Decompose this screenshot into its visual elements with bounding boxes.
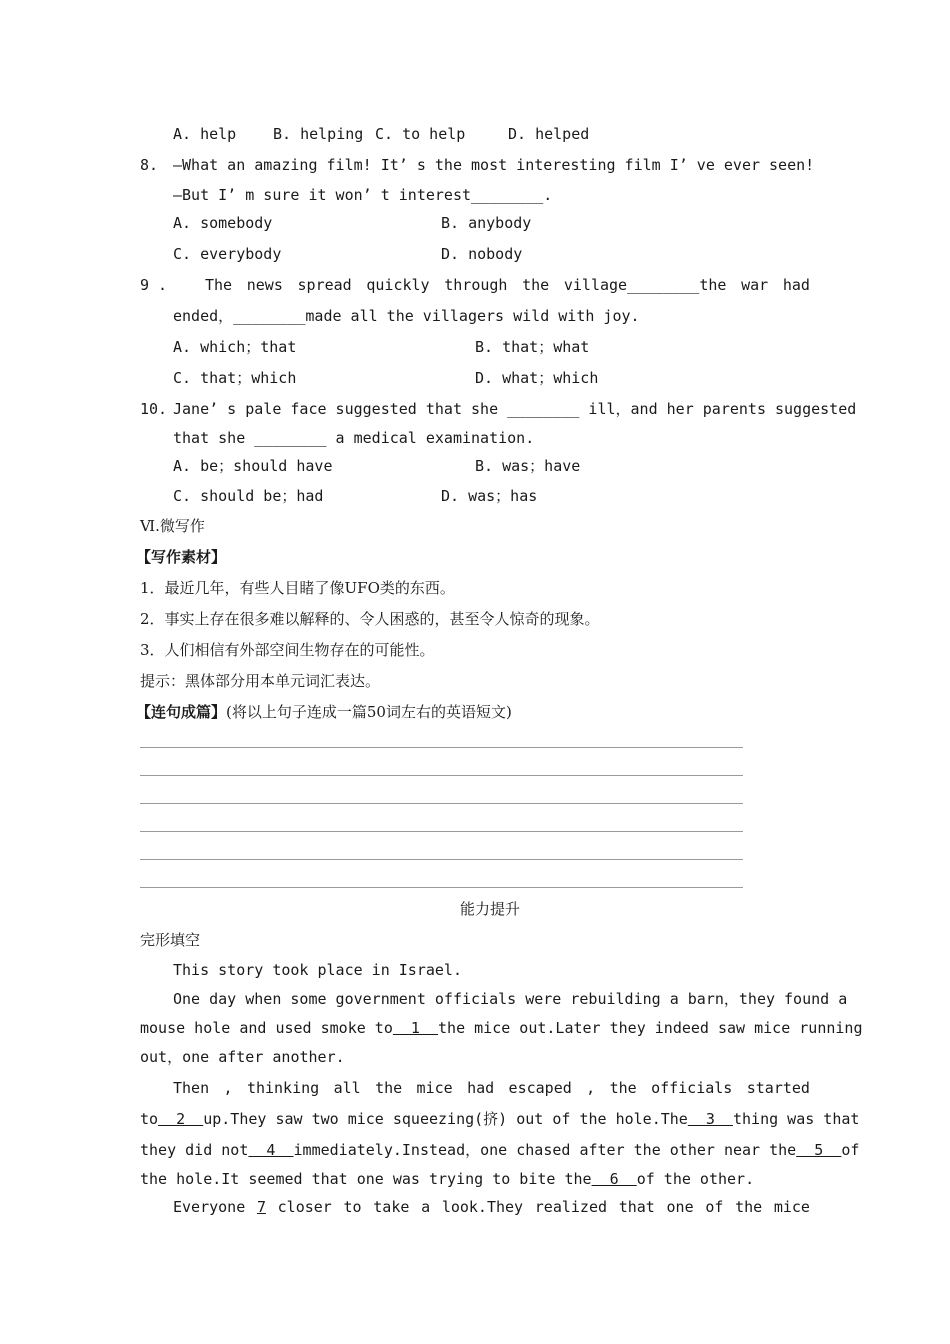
q10-number: 10. [140,400,168,418]
cloze-p4-line1 [173,1197,810,1217]
cloze-text: up.They saw two mice squeezing(挤) out of the hole.The [203,1110,688,1128]
section-heading: Ⅵ.微写作 [140,517,205,535]
writing-line[interactable] [140,887,743,888]
q8-option-d: D. nobody [441,245,523,263]
cloze-word: started [746,1079,810,1097]
q9-word: spread [297,276,352,294]
q7-option-b: B. helping [273,125,364,143]
cloze-word: one [666,1198,694,1216]
writing-hint: 提示：黑体部分用本单元词汇表达。 [140,672,381,690]
compose-instruction: (将以上句子连成一篇50词左右的英语短文) [226,703,512,721]
cloze-p1: This story took place in Israel. [173,961,462,979]
writing-line[interactable] [140,775,743,776]
q10-option-d: D. was；has [441,487,538,505]
compose-title: 【连句成篇】 [136,703,227,721]
compose-heading [136,702,512,722]
cloze-text: immediately.Instead，one chased after the other near the [293,1141,797,1159]
cloze-word: the [375,1079,403,1097]
q8-option-c: C. everybody [173,245,282,263]
q9-word: war [741,276,769,294]
cloze-word: mice [416,1079,453,1097]
cloze-text: to [140,1110,159,1128]
material-item-1: 1．最近几年，有些人目睹了像UFO类的东西。 [140,579,455,597]
cloze-word: realized [534,1198,608,1216]
q7-option-c: C. to help [375,125,466,143]
cloze-word: to [343,1198,362,1216]
cloze-blank-5[interactable]: 5 [796,1141,842,1159]
material-item-3: 3．人们相信有外部空间生物存在的可能性。 [140,641,435,659]
writing-line[interactable] [140,831,743,832]
q10-option-c: C. should be；had [173,487,324,505]
q9-word: quickly [366,276,430,294]
q10-option-a: A. be；should have [173,457,333,475]
cloze-word: mice [773,1198,810,1216]
cloze-word: thinking [246,1079,320,1097]
cloze-word: take [373,1198,410,1216]
cloze-blank-7[interactable]: 7 [256,1198,266,1216]
q8-option-b: B. anybody [441,214,532,232]
q8-line2: —But I’ m sure it won’ t interest________. [173,186,553,204]
cloze-text: mouse hole and used smoke to [140,1019,393,1037]
cloze-title: 完形填空 [140,931,201,949]
cloze-p2-line2 [140,1018,862,1038]
q9-line1 [205,275,810,295]
q7-option-a: A. help [173,125,237,143]
cloze-word: a [421,1198,431,1216]
cloze-blank-4[interactable]: 4 [248,1141,294,1159]
material-item-2: 2．事实上存在很多难以解释的、令人困惑的，甚至令人惊奇的现象。 [140,610,600,628]
cloze-word: the [735,1198,763,1216]
cloze-word: , [586,1079,596,1097]
q9-word: had [782,276,810,294]
q9-option-b: B. that；what [475,338,590,356]
q9-option-a: A. which；that [173,338,297,356]
writing-line[interactable] [140,859,743,860]
q9-option-d: D. what；which [475,369,599,387]
cloze-word: Everyone [173,1198,246,1216]
q10-line1: Jane’ s pale face suggested that she ________ ill，and her parents suggested [173,400,857,418]
q9-word: village________the [563,276,727,294]
cloze-text: the hole.It seemed that one was trying to bite the [140,1170,592,1188]
q8-line1: —What an amazing film! It’ s the most interesting film I’ ve ever seen! [173,156,815,174]
cloze-word: all [333,1079,361,1097]
cloze-p3-line4 [140,1169,754,1189]
cloze-word: Then [173,1079,210,1097]
q9-word: the [522,276,550,294]
cloze-p3-line2 [140,1109,859,1129]
q8-number: 8. [140,156,159,174]
cloze-p2-line3: out，one after another. [140,1048,345,1066]
q9-word: The [205,276,233,294]
cloze-word: look.They [441,1198,524,1216]
cloze-word: the [609,1079,637,1097]
cloze-text: of the other. [636,1170,755,1188]
q9-option-c: C. that；which [173,369,297,387]
cloze-text: they did not [140,1141,249,1159]
cloze-p2-line1: One day when some government officials were rebuilding a barn，they found a [173,990,848,1008]
q9-word: through [444,276,508,294]
cloze-word: closer [277,1198,332,1216]
cloze-p3-line3 [140,1140,859,1160]
q8-option-a: A. somebody [173,214,273,232]
cloze-text: of [841,1141,860,1159]
q7-option-d: D. helped [508,125,590,143]
cloze-blank-1[interactable]: 1 [392,1019,439,1037]
q10-option-b: B. was；have [475,457,581,475]
cloze-p3-line1 [173,1078,810,1098]
writing-line[interactable] [140,747,743,748]
cloze-word: escaped [508,1079,572,1097]
cloze-text: the mice out.Later they indeed saw mice running [438,1019,863,1037]
material-title: 【写作素材】 [136,548,227,566]
q9-number: 9 . [140,276,168,294]
cloze-blank-6[interactable]: 6 [591,1170,637,1188]
q9-word: news [246,276,283,294]
cloze-word: had [467,1079,495,1097]
cloze-word: that [618,1198,655,1216]
cloze-text: thing was that [732,1110,860,1128]
cloze-blank-3[interactable]: 3 [687,1110,733,1128]
ability-title: 能力提升 [459,900,520,918]
writing-line[interactable] [140,803,743,804]
cloze-word: officials [651,1079,733,1097]
cloze-blank-2[interactable]: 2 [158,1110,204,1128]
q9-line2: ended，________made all the villagers wild with joy. [173,307,640,325]
q10-line2: that she ________ a medical examination. [173,429,535,447]
cloze-word: , [223,1079,233,1097]
cloze-word: of [705,1198,724,1216]
